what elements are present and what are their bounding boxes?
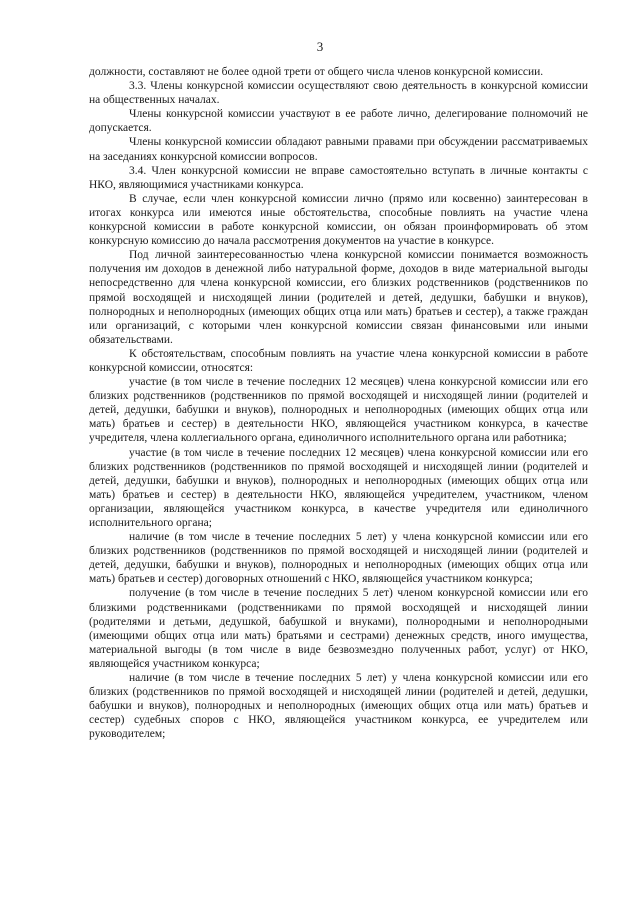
list-item-contract-relations: наличие (в том числе в течение последних 5 лет) у члена конкурсной комиссии или его близких родственников (родственников по прямой восходящей и нисходящей линии (родителей и детей, дедушки, бабушки и внуков), полнородных и неполнородных (имеющих общих отца или мать) братьев и сестер) договорных отношений с НКО, являющейся участником конкурса; [89, 531, 588, 586]
list-item-receipt-of-funds: получение (в том числе в течение последних 5 лет) членом конкурсной комиссии или его близкими родственниками (родственниками по прямой восходящей и нисходящей линии (родителями и детьми, дедушкой, бабушкой и внуками), полнородными и неполнородными (имеющими общих отца или мать) братьями и сестрами) денежных средств, иного имущества, материальной выгоды (в том числе в виде безвозмездно полученных работ, услуг) от НКО, являющейся участником конкурса; [89, 587, 588, 670]
paragraph-3-4: 3.4. Член конкурсной комиссии не вправе самостоятельно вступать в личные контакты с НКО, являющимися участниками конкурса. [89, 164, 588, 191]
paragraph-interest-case: В случае, если член конкурсной комиссии лично (прямо или косвенно) заинтересован в итогах конкурса или имеются иные обстоятельства, способные повлиять на участие члена конкурсной комиссии в работе конкурсной комиссии, он обязан проинформировать об этом конкурсную комиссию до начала рассмотрения документов на участие в конкурсе. [89, 192, 588, 248]
paragraph-continuation: должности, составляют не более одной трети от общего числа членов конкурсной комиссии. [89, 66, 544, 78]
paragraph-3-3: 3.3. Члены конкурсной комиссии осуществляют свою деятельность в конкурсной комиссии на общественных началах. [89, 80, 588, 107]
paragraph-personal-participation: Члены конкурсной комиссии участвуют в ее работе лично, делегирование полномочий не допускается. [89, 108, 588, 135]
paragraph-equal-rights: Члены конкурсной комиссии обладают равными правами при обсуждении рассматриваемых на заседаниях конкурсной комиссии вопросов. [89, 136, 588, 163]
list-item-participation-in-nko: участие (в том числе в течение последних 12 месяцев) члена конкурсной комиссии или его близких родственников (родственников по прямой восходящей и нисходящей линии (родителей и детей, дедушки, бабушки и внуков), полнородных и неполнородных (имеющих общих отца или мать) братьев и сестер) в деятельности НКО, являющейся участником конкурса, в качестве учредителя, члена коллегиального органа, единоличного исполнительного органа или работника; [89, 376, 588, 445]
list-item-court-disputes: наличие (в том числе в течение последних 5 лет) у члена конкурсной комиссии или его близких (родственников по прямой восходящей и нисходящей линии (родителей и детей, дедушки, бабушки и внуков), полнородных и неполнородных (имеющих общих отца или мать) братьев и сестер) судебных споров с НКО, являющейся участником конкурса, ее учредителем или руководителем; [89, 672, 588, 741]
paragraph-circumstances-intro: К обстоятельствам, способным повлиять на участие члена конкурсной комиссии в работе конкурсной комиссии, относятся: [89, 347, 588, 374]
document-body [89, 65, 588, 742]
list-item-participation-in-founder: участие (в том числе в течение последних 12 месяцев) члена конкурсной комиссии или его близких родственников (родственников по прямой восходящей и нисходящей линии (родителей и детей, дедушки, бабушки и внуков), полнородных и неполнородных (имеющих общих отца или мать) братьев и сестер) в деятельности НКО, являющейся учредителем, участником, членом организации, являющейся участником конкурса, в качестве учредителя или единоличного исполнительного органа; [89, 446, 588, 529]
page-number: 3 [316, 39, 324, 54]
paragraph-personal-interest-definition: Под личной заинтересованностью члена конкурсной комиссии понимается возможность получения им доходов в денежной либо натуральной форме, доходов в виде материальной выгоды непосредственно для члена конкурсной комиссии, его близких родственников (родственников по прямой восходящей и нисходящей линии (родителей и детей, дедушки, бабушки и внуков), полнородных и неполнородных (имеющих общих отца или мать) братьев и сестер), а также граждан или организаций, с которыми член конкурсной комиссии связан финансовыми или иными обязательствами. [89, 249, 588, 346]
